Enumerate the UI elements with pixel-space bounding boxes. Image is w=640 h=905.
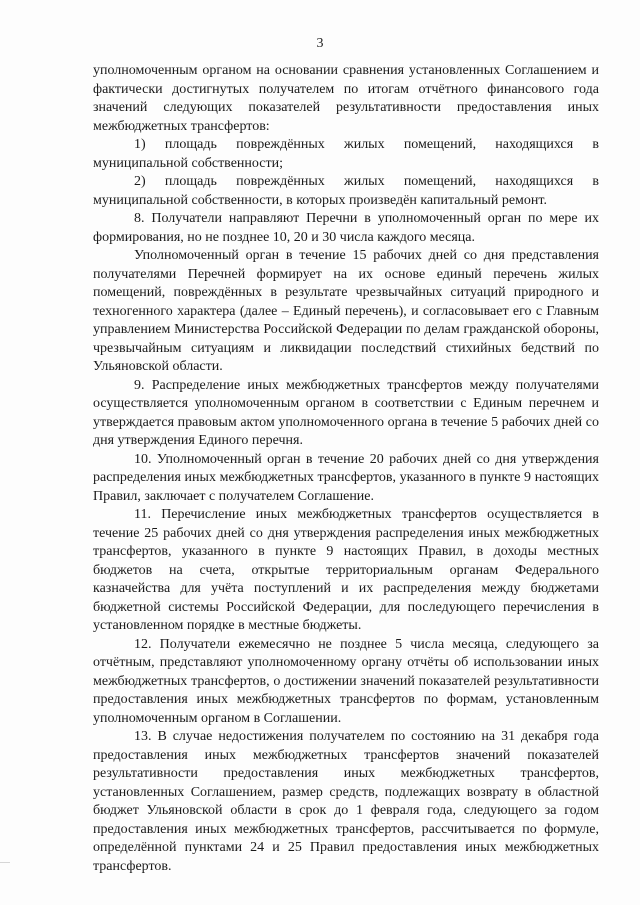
paragraph-12: 12. Получатели ежемесячно не позднее 5 числа месяца, следующего за отчётным, представляют уполномоченному органу отчёты об использовании иных межбюджетных трансфертов, о достижении значений показателей результативности предоставления иных межбюджетных трансфертов по формам, установленным уполномоченным органом в Соглашении. bbox=[93, 636, 599, 726]
paragraph-8: 8. Получатели направляют Перечни в уполномоченный орган по мере их формирования, но не позднее 10, 20 и 30 числа каждого месяца. bbox=[93, 211, 599, 245]
paragraph-11: 11. Перечисление иных межбюджетных трансфертов осуществляется в течение 25 рабочих дней со дня утверждения распределения иных межбюджетных трансфертов, указанного в пункте 9 настоящих Правил, в доходы местных бюджетов на счета, открытые территориальным органам Федерального казначейства для учёта поступлений и их распределения между бюджетами бюджетной системы Российской Федерации, для последующего перечисления в установленном порядке в местные бюджеты. bbox=[93, 507, 599, 633]
paragraph-9: 9. Распределение иных межбюджетных трансфертов между получателями осуществляется уполномоченным органом в соответствии с Единым перечнем и утверждается правовым актом уполномоченного органа в течение 5 рабочих дней со дня утверждения Единого перечня. bbox=[93, 377, 599, 448]
paragraph-8-continued: Уполномоченный орган в течение 15 рабочих дней со дня представления получателями Перечней формирует на их основе единый перечень жилых помещений, повреждённых в результате чрезвычайных ситуаций природного и техногенного характера (далее – Единый перечень), и согласовывает его с Главным управлением Министерства Российской Федерации по делам гражданской обороны, чрезвычайным ситуациям и ликвидации последствий стихийных бедствий по Ульяновской области. bbox=[93, 248, 599, 374]
page-number: 3 bbox=[316, 36, 324, 51]
paragraph-continuation: уполномоченным органом на основании сравнения установленных Соглашением и фактически достигнутых получателем по итогам отчётного финансового года значений следующих показателей результативности предоставления иных межбюджетных трансфертов: bbox=[93, 63, 599, 134]
list-item-1: 1) площадь повреждённых жилых помещений, находящихся в муниципальной собственности; bbox=[93, 137, 599, 171]
scan-edge-mark bbox=[0, 862, 10, 863]
list-item-2: 2) площадь повреждённых жилых помещений, находящихся в муниципальной собственности, в которых произведён капитальный ремонт. bbox=[93, 174, 599, 208]
paragraph-10: 10. Уполномоченный орган в течение 20 рабочих дней со дня утверждения распределения иных межбюджетных трансфертов, указанного в пункте 9 настоящих Правил, заключает с получателем Соглашение. bbox=[93, 451, 599, 504]
paragraph-13: 13. В случае недостижения получателем по состоянию на 31 декабря года предоставления иных межбюджетных трансфертов значений показателей результативности предоставления иных межбюджетных трансфертов, установленных Соглашением, размер средств, подлежащих возврату в областной бюджет Ульяновской области в срок до 1 февраля года, следующего за годом предоставления иных межбюджетных трансфертов, рассчитывается по формуле, определённой пунктами 24 и 25 Правил предоставления иных межбюджетных трансфертов. bbox=[93, 729, 599, 874]
document-body bbox=[93, 62, 599, 876]
